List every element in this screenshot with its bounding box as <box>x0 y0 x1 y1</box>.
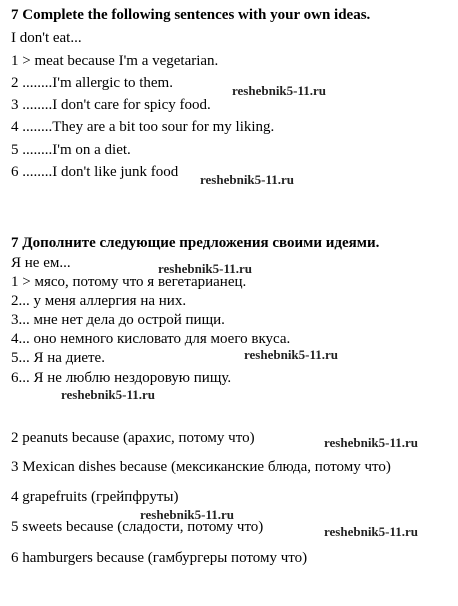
watermark-1: reshebnik5-11.ru <box>232 83 327 98</box>
task-en-line-6: 6 ........I don't like junk food <box>11 164 179 180</box>
watermark-4: reshebnik5-11.ru <box>244 347 339 362</box>
watermark-7: reshebnik5-11.ru <box>140 507 235 522</box>
task-ru-line-4: 4... оно немного кисловато для моего вкуса. <box>11 331 291 347</box>
answer-5: 5 sweets because (сладости, потому что) <box>11 519 264 535</box>
task-en-line-1: 1 > meat because I'm a vegetarian. <box>11 53 219 69</box>
task-en-line-2: 2 ........I'm allergic to them. <box>11 75 173 91</box>
task-ru-line-5: 5... Я на диете. <box>11 350 105 366</box>
task-ru-line-6: 6... Я не люблю нездоровую пищу. <box>11 370 232 386</box>
watermark-8: reshebnik5-11.ru <box>324 524 419 539</box>
watermark-2: reshebnik5-11.ru <box>200 172 295 187</box>
task-en-line-3: 3 ........I don't care for spicy food. <box>11 97 211 113</box>
task-ru-line-2: 2... у меня аллергия на них. <box>11 293 187 309</box>
answer-2: 2 peanuts because (арахис, потому что) <box>11 430 255 446</box>
task-en-heading: 7 Complete the following sentences with your own ideas. <box>11 7 371 23</box>
task-ru-intro: Я не ем... <box>11 255 71 271</box>
answer-3: 3 Mexican dishes because (мексиканские блюда, потому что) <box>11 459 391 475</box>
task-en-line-5: 5 ........I'm on a diet. <box>11 142 131 158</box>
answer-4: 4 grapefruits (грейпфруты) <box>11 489 179 505</box>
task-ru-line-3: 3... мне нет дела до острой пищи. <box>11 312 225 328</box>
watermark-6: reshebnik5-11.ru <box>324 435 419 450</box>
answer-6: 6 hamburgers because (гамбургеры потому что) <box>11 550 308 566</box>
watermark-3: reshebnik5-11.ru <box>158 261 253 276</box>
watermark-5: reshebnik5-11.ru <box>61 387 156 402</box>
task-ru-line-1: 1 > мясо, потому что я вегетарианец. <box>11 274 247 290</box>
task-en-intro: I don't eat... <box>11 30 82 46</box>
task-en-line-4: 4 ........They are a bit too sour for my liking. <box>11 119 275 135</box>
task-ru-heading: 7 Дополните следующие предложения своими идеями. <box>11 235 380 251</box>
